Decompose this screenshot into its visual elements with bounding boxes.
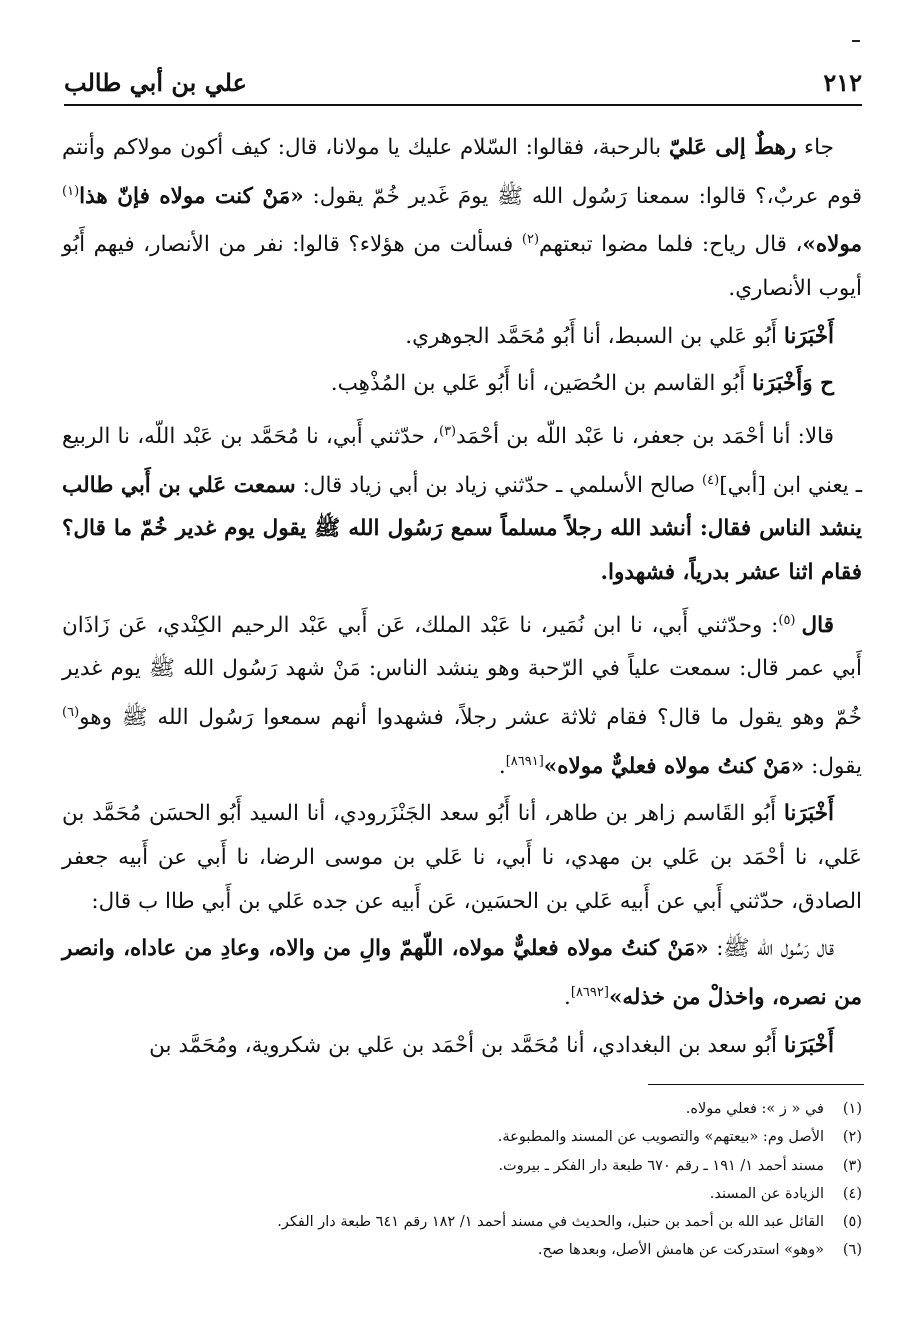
footnote-1 xyxy=(62,1095,862,1123)
page-number: ٢١٢ xyxy=(823,68,862,97)
footnote-ref: (١) xyxy=(62,183,80,199)
footnote-ref: (٣) xyxy=(438,423,457,439)
bold-text: سمعت عَلي بن أَبي طالب ينشد الناس فقال: أنشد الله رجلاً مسلماً سمع رَسُول الله ﷺ يقول يوم غدير خُمّ ما قال؟ فقام اثنا عشر بدرياً، فشهدوا. xyxy=(62,472,862,585)
bold-text: رهطٌ إلى عَليّ xyxy=(668,135,797,160)
footnote-separator xyxy=(648,1084,864,1085)
footnote-5 xyxy=(62,1208,862,1236)
footnote-ref: (٦) xyxy=(62,704,80,720)
footnote-ref: [٨٦٩٢] xyxy=(570,984,609,1000)
footnote-text: مسند أحمد ١/ ١٩١ ـ رقم ٦٧٠ طبعة دار الفكر ـ بيروت. xyxy=(498,1157,824,1174)
footnotes xyxy=(62,1095,862,1265)
text-run: . xyxy=(564,984,571,1010)
bold-text: أَخْبَرَنا xyxy=(783,323,834,349)
text-run: صالح الأسلمي ـ حدّثني زياد بن أبي زياد قال: xyxy=(295,472,703,498)
footnote-3 xyxy=(62,1152,862,1180)
text-run: : وحدّثني أَبي، نا ابن نُمَير، نا عَبْد الملك، عَن أَبي عَبْد الرحيم الكِنْدي، عَن زَاذَان أَبي عمر قال: سمعت علياً في الرّحبة وهو ينشد الناس: مَنْ شهد رَسُول الله ﷺ يوم غدير خُمّ وهو يقول ما قال؟ فقام ثلاثة عشر رجلاً، فشهدوا أنهم سمعوا رَسُول الله ﷺ وهو xyxy=(62,612,862,731)
text-run: أَبُو القَاسم زاهر بن طاهر، أنا أَبُو سعد الجَنْزَرودي، أنا السيد أَبُو الحسَن مُحَمَّد بن عَلي، نا أحْمَد بن عَلي بن مهدي، نا أَبي، نا عَلي بن موسى الرضا، نا أَبي عن أَبيه جعفر الصادق، حدّثني أَبي عن أَبيه عَلي بن الحسَين، عَن أَبيه عن جده عَلي بن أَبي طاا ب قال: xyxy=(62,801,862,914)
footnote-6 xyxy=(62,1236,862,1264)
footnote-number: (٤) xyxy=(842,1185,862,1202)
footnote-ref: [٨٦٩١] xyxy=(505,753,544,769)
bold-text: «مَنْ كنت مولاه فإنّ هذا xyxy=(79,183,304,209)
page-header xyxy=(64,64,862,106)
footnote-text: الأصل وم: «بيعتهم» والتصويب عن المسند والمطبوعة. xyxy=(497,1129,824,1146)
paragraph-2 xyxy=(62,315,862,359)
corner-mark xyxy=(852,40,860,42)
footnote-ref: (٢) xyxy=(521,232,540,248)
footnote-number: (٣) xyxy=(842,1157,862,1174)
bold-text: ح وَأَخْبَرَنا xyxy=(752,371,834,397)
text-run: فسألت من هؤلاء؟ قالوا: نفر من الأنصار، فيهم أَبُو أيوب الأنصاري. xyxy=(62,232,862,302)
footnote-text: القائل عبد الله بن أحمد بن حنبل، والحديث في مسند أحمد ١/ ١٨٢ رقم ٦٤١ طبعة دار الفكر. xyxy=(277,1214,824,1231)
text-run: قالا: أنا أحْمَد بن جعفر، نا عَبْد اللّه بن أحْمَد xyxy=(456,424,834,450)
bold-text: أَخْبَرَنا xyxy=(783,1032,834,1058)
bold-text: أَخْبَرَنا xyxy=(783,801,834,827)
footnote-number: (٢) xyxy=(842,1129,862,1146)
bold-text: مولاه» xyxy=(802,232,862,258)
footnote-number: (٥) xyxy=(842,1214,862,1231)
footnote-text: في « ز »: فعلي مولاه. xyxy=(685,1101,824,1117)
paragraph-7 xyxy=(62,927,862,1019)
text-run: . xyxy=(498,753,506,779)
text-run: ، حدّثني أَبي، نا مُحَمَّد بن عَبْد اللّه، نا الربيع ـ يعني ابن [أبي] xyxy=(62,424,863,498)
paragraph-6 xyxy=(62,792,862,923)
text-run: أَبُو عَلي بن السبط، أنا أَبُو مُحَمَّد الجوهري. xyxy=(405,323,784,349)
text-run: جاء xyxy=(796,135,834,160)
footnote-number: (٦) xyxy=(842,1242,862,1259)
paragraph-8 xyxy=(62,1024,862,1068)
text-run: أَبُو القاسم بن الحُصَين، أنا أَبُو عَلي بن المُذْهِب. xyxy=(330,371,753,397)
footnote-4 xyxy=(62,1180,862,1208)
footnote-2 xyxy=(62,1123,862,1151)
footnote-number: (١) xyxy=(842,1101,862,1117)
footnote-text: «وهو» استدركت عن هامش الأصل، وبعدها صح. xyxy=(537,1242,824,1259)
text-run: أَبُو سعد بن البغدادي، أنا مُحَمَّد بن أحْمَد بن عَلي بن شكروية، ومُحَمَّد بن xyxy=(149,1032,784,1058)
text-run: قال رَسُول الله ﷺ: xyxy=(708,936,834,962)
footnote-ref: (٥) xyxy=(778,612,802,628)
footnote-ref: (٤) xyxy=(702,472,720,488)
text-run: ، قال رياح: فلما مضوا تبعتهم xyxy=(539,232,803,258)
text-run: بالرحبة، فقالوا: السّلام عليك يا مولانا، قال: كيف أكون مولاكم وأنتم قوم عربٌ،؟ قالوا: سمعنا رَسُول الله ﷺ يومَ غَدير خُمّ يقول: xyxy=(62,135,862,209)
paragraph-1 xyxy=(62,126,862,311)
paragraph-5 xyxy=(62,599,862,789)
bold-text: «مَنْ كنتُ مولاه فعليٌّ مولاه، اللّهمّ والِ من والاه، وعادِ من عاداه، وانصر من نصره، واخذلْ من خذله» xyxy=(62,936,862,1010)
running-title: علي بن أبي طالب xyxy=(64,68,247,97)
main-text xyxy=(62,126,862,1071)
bold-text: «مَنْ كنتُ مولاه فعليٌّ مولاه» xyxy=(543,753,805,779)
text-run: يقول: xyxy=(804,753,862,779)
footnote-text: الزيادة عن المسند. xyxy=(709,1185,824,1202)
paragraph-3 xyxy=(62,362,862,406)
paragraph-4 xyxy=(62,410,862,595)
bold-text: قال xyxy=(801,612,834,638)
